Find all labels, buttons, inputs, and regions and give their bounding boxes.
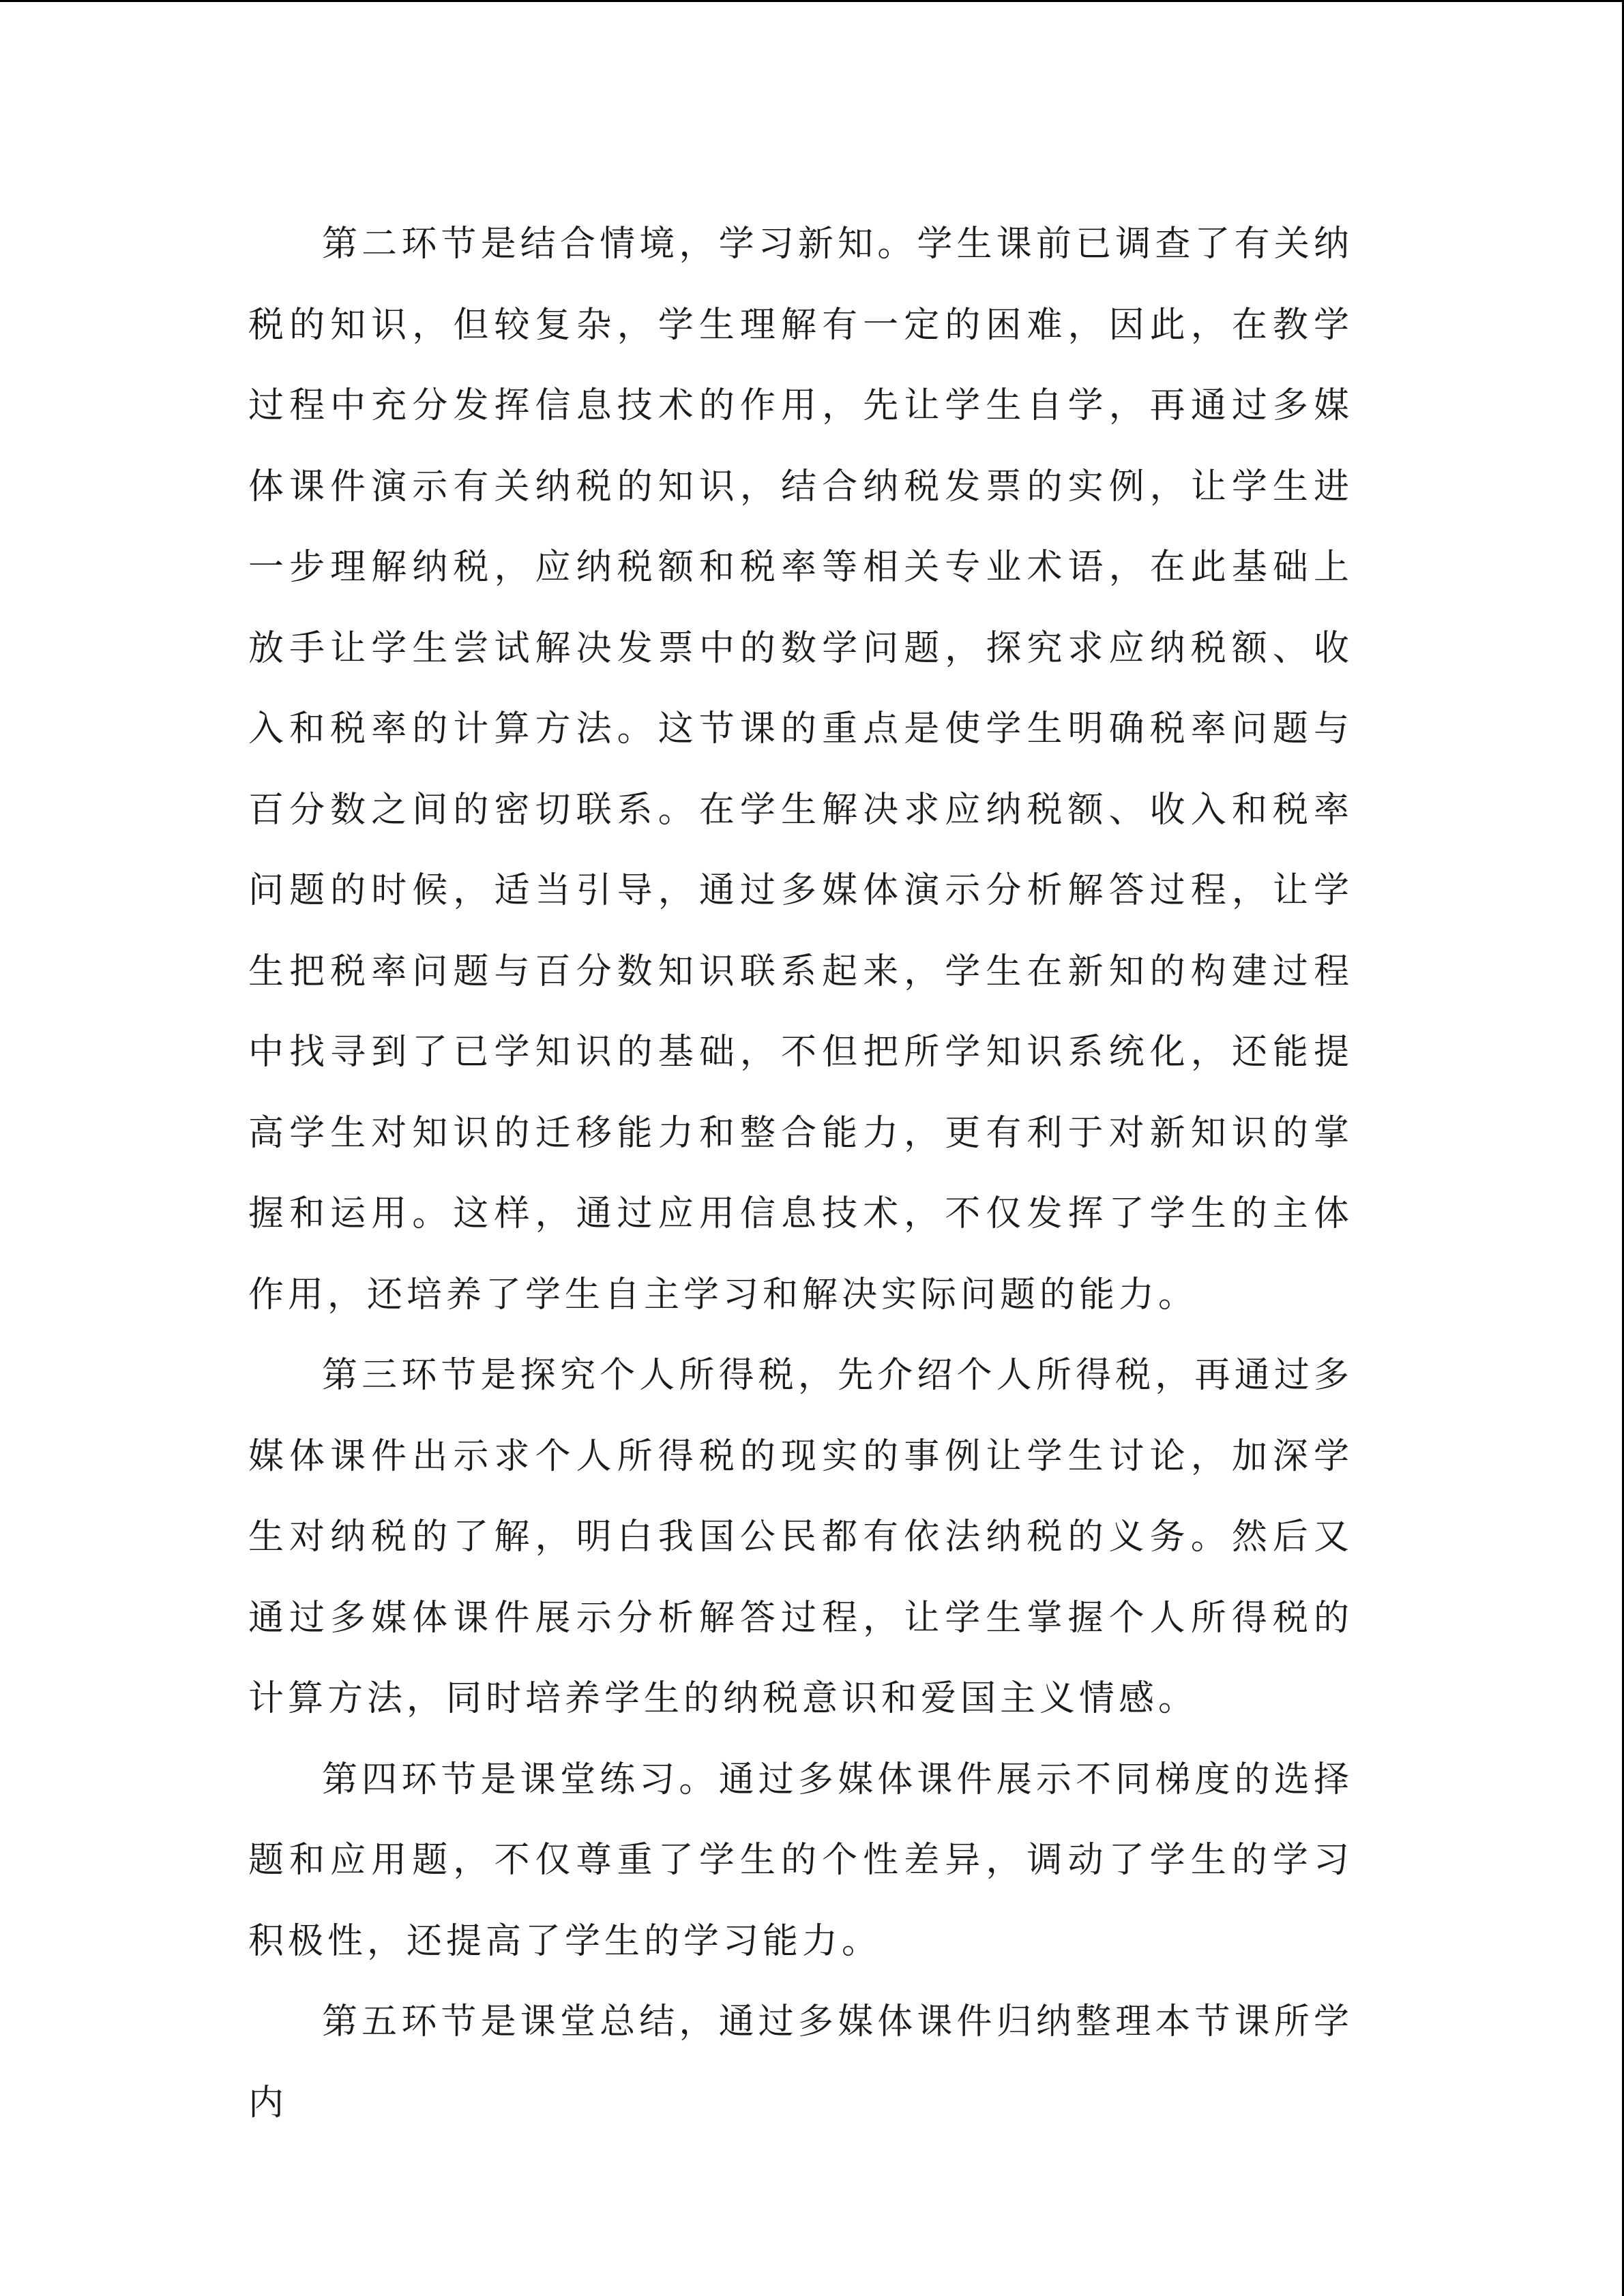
document-body [248, 204, 1353, 2143]
paragraph-section-two: 第二环节是结合情境，学习新知。学生课前已调查了有关纳税的知识，但较复杂，学生理解有一定的困难，因此，在教学过程中充分发挥信息技术的作用，先让学生自学，再通过多媒体课件演示有关纳税的知识，结合纳税发票的实例，让学生进一步理解纳税，应纳税额和税率等相关专业术语，在此基础上放手让学生尝试解决发票中的数学问题，探究求应纳税额、收入和税率的计算方法。这节课的重点是使学生明确税率问题与百分数之间的密切联系。在学生解决求应纳税额、收入和税率问题的时候，适当引导，通过多媒体演示分析解答过程，让学生把税率问题与百分数知识联系起来，学生在新知的构建过程中找寻到了已学知识的基础，不但把所学知识系统化，还能提高学生对知识的迁移能力和整合能力，更有利于对新知识的掌握和运用。这样，通过应用信息技术，不仅发挥了学生的主体作用，还培养了学生自主学习和解决实际问题的能力。 [248, 224, 1353, 1315]
paragraph-section-three: 第三环节是探究个人所得税，先介绍个人所得税，再通过多媒体课件出示求个人所得税的现实的事例让学生讨论，加深学生对纳税的了解，明白我国公民都有依法纳税的义务。然后又通过多媒体课件展示分析解答过程，让学生掌握个人所得税的计算方法，同时培养学生的纳税意识和爱国主义情感。 [248, 1355, 1353, 1719]
paragraph-section-four: 第四环节是课堂练习。通过多媒体课件展示不同梯度的选择题和应用题，不仅尊重了学生的个性差异，调动了学生的学习积极性，还提高了学生的学习能力。 [248, 1759, 1353, 1962]
paragraph-section-five: 第五环节是课堂总结，通过多媒体课件归纳整理本节课所学内 [248, 2001, 1353, 2123]
